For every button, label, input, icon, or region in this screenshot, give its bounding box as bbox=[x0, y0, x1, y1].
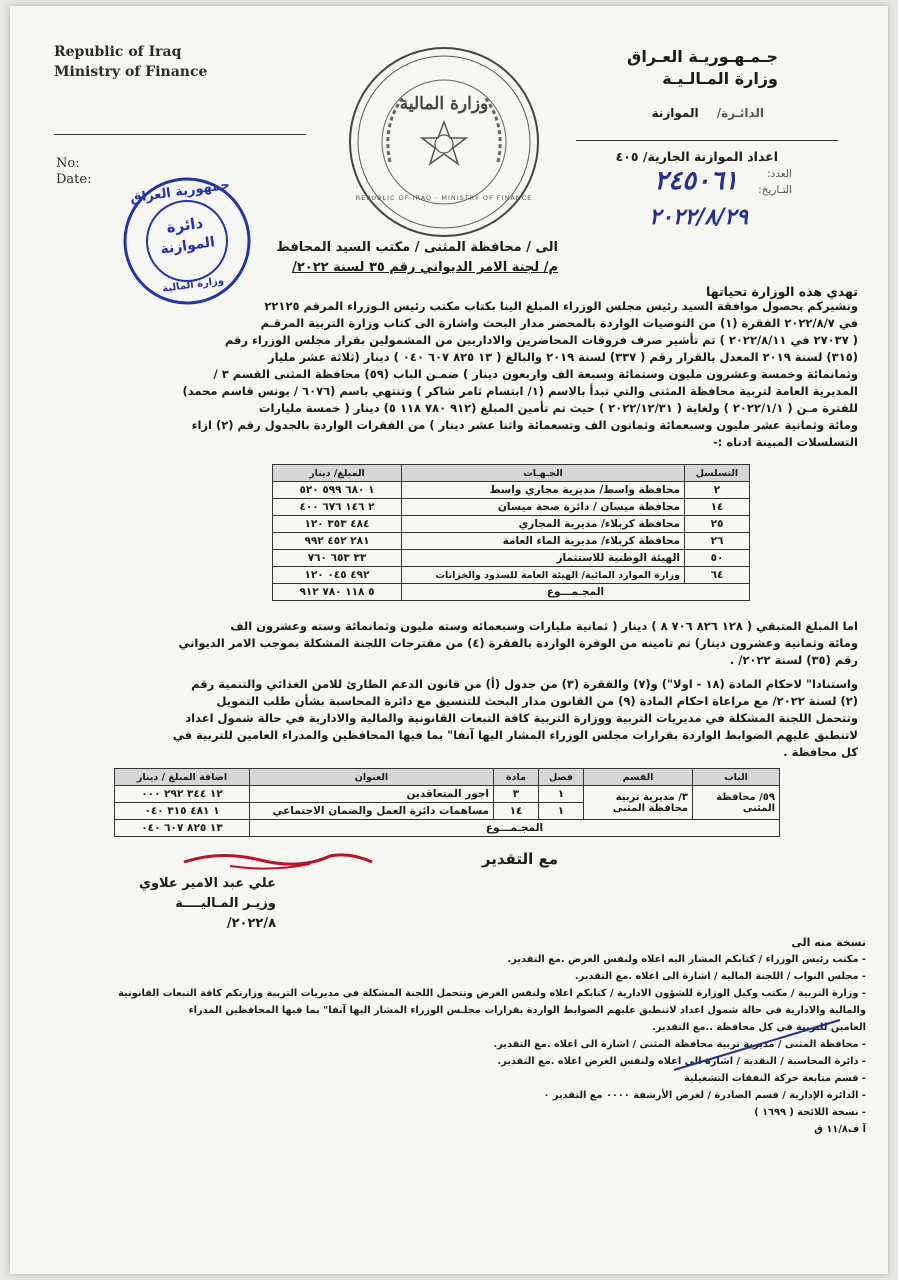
table-row bbox=[273, 499, 750, 516]
cell-entity: محافظة واسط/ مديرية مجاري واسط bbox=[402, 482, 685, 499]
col-header-add-amount: اضافة المبلغ / دينار bbox=[115, 769, 250, 786]
table-row bbox=[273, 516, 750, 533]
dept-label: الدائـرة/ bbox=[716, 106, 764, 120]
col-header-article: مادة bbox=[494, 769, 539, 786]
cell-seq: ٢ bbox=[685, 482, 750, 499]
cc-item: - مكتب رئيس الوزراء / كتابكم المشار اليه اعلاه ولنفس الغرض .مع التقدير. bbox=[507, 954, 866, 965]
cell-seq: ٦٤ bbox=[685, 567, 750, 584]
para2-line: ومائة وثمانية وعشرون دينار) تم تامينه من الوفرة الواردة بالفقرة (٤) من مقترحات اللجنة المشكلة بموجب الامر الديواني bbox=[178, 636, 858, 650]
cell-title: مساهمات دائرة العمل والضمان الاجتماعي bbox=[250, 803, 494, 820]
header-en-meta bbox=[56, 156, 91, 188]
cell-entity: وزارة الموارد المائية/ الهيئة العامة للسدود والخزانات bbox=[402, 567, 685, 584]
col-header-chapter: الباب bbox=[693, 769, 780, 786]
header-ar-block bbox=[578, 46, 778, 90]
seal-graphic bbox=[346, 44, 542, 240]
stamp-dept: دائرة bbox=[165, 213, 205, 237]
para3-line: (٢) لسنة ٢٠٢٢/ مع مراعاة احكام المادة (٩) من القانون مدار البحث للتنسيق مع دائرة المحاسبة بشأن طلب التمويل bbox=[216, 694, 858, 708]
addressee-block bbox=[238, 238, 558, 278]
header-ar-ministry: وزارة المـالـيـة bbox=[662, 69, 778, 88]
header-en-ministry: Ministry of Finance bbox=[54, 64, 208, 80]
cell-amount: ٤٨٤ ٣٥٣ ١٢٠ bbox=[273, 516, 402, 533]
cc-item: والمالية والادارية في حالة شمول اعداد لاتنطبق عليهم الضوابط الواردة بقرارات مجلـس الوزراء المشار اليها آنفا" بما فيها المحافظين المدراء bbox=[188, 1005, 866, 1016]
cell-amount: ١٢ ٣٤٤ ٢٩٢ ٠٠٠ bbox=[115, 786, 250, 803]
cc-item: - دائرة المحاسبة / النقدية / اشارة الى اعلاه ولنفس الغرض اعلاه .مع التقدير. bbox=[497, 1056, 866, 1067]
header-en-block bbox=[54, 42, 207, 82]
allocations-table bbox=[272, 464, 750, 601]
table-row bbox=[115, 786, 780, 803]
para1-line: التسلسلات المبينة ادناه :- bbox=[712, 435, 858, 449]
total-label: المجـمـــوع bbox=[250, 820, 780, 837]
cell-section: ٣/ مديرية تربية محافظة المثنى bbox=[584, 786, 693, 820]
para3-line: لاتنطبق عليهم الضوابط الواردة بقرارات مجلس الوزراء المشار اليها آنفا" بما فيها المحافظين والمدراء العامين للتربية في bbox=[172, 728, 858, 742]
number-handwritten: ٢٤٥٠٦١ bbox=[654, 166, 738, 196]
signatory-title: وزيـر المـاليــــة bbox=[175, 896, 276, 911]
cell-amount: ١ ٤٨١ ٣١٥ ٠٤٠ bbox=[115, 803, 250, 820]
date-handwritten: ٢٠٢٢/٨/٢٩ bbox=[649, 204, 748, 230]
stamp-country: جمهورية العراق bbox=[129, 177, 231, 207]
col-header-title: العنوان bbox=[250, 769, 494, 786]
seal-text: وزارة المالية bbox=[399, 94, 489, 114]
signatory-block bbox=[106, 874, 276, 934]
stamp-ministry: وزارة المالية bbox=[161, 275, 225, 295]
cell-amount: ١ ٦٨٠ ٥٩٩ ٥٢٠ bbox=[273, 482, 402, 499]
para3-line: كل محافظة . bbox=[783, 745, 858, 759]
cell-seq: ٢٦ bbox=[685, 533, 750, 550]
header-en-country: Republic of Iraq bbox=[54, 44, 182, 60]
para3-line: واستنادا" لاحكام المادة (١٨ - اولا") و(٧) والفقرة (٣) من جدول (أ) من قانون الدعم الطارئ للامن الغذائي والتنمية رقم bbox=[191, 677, 858, 691]
prep-line: اعداد الموازنة الجارية/ ٤٠٥ bbox=[615, 149, 778, 164]
total-amount: ٥ ١١٨ ٧٨٠ ٩١٢ bbox=[273, 584, 402, 601]
cc-item: - نسخة اللائحة ( ١٦٩٩ ) bbox=[754, 1107, 866, 1118]
cc-item: العامين للتربية في كل محافظة ..مع التقدير. bbox=[652, 1022, 866, 1033]
para1-line: (٣١٥) لسنة ٢٠١٩ المعدل بالقرار رقم ( ٣٣٧) لسنة ٢٠١٩ والبالغ ( ١٣ ٨٢٥ ٦٠٧ ٠٤٠ ) دينار (ثلاثة عشر مليار bbox=[268, 350, 858, 364]
table-header-row bbox=[115, 769, 780, 786]
col-header-section: القسم bbox=[584, 769, 693, 786]
total-amount: ١٣ ٨٢٥ ٦٠٧ ٠٤٠ bbox=[115, 820, 250, 837]
number-label: العدد: bbox=[767, 168, 792, 180]
col-header-seq: التسلسل bbox=[685, 465, 750, 482]
header-en-rule bbox=[54, 134, 306, 135]
document-page bbox=[10, 6, 888, 1274]
signatory-date: ٢٠٢٢/٨/ bbox=[226, 916, 276, 931]
cell-chapter: ٥٩/ محافظة المثنى bbox=[693, 786, 780, 820]
para2-line: رقم (٣٥) لسنة ٢٠٢٢/ . bbox=[729, 653, 858, 667]
table-total-row bbox=[273, 584, 750, 601]
cc-item: - الدائرة الإدارية / قسم الصادرة / لغرض الأرشفة ٠٠٠٠ مع التقدير ٠ bbox=[543, 1090, 866, 1101]
addressee-subject: م/ لجنة الامر الديواني رقم ٣٥ لسنة ٢٠٢٢/ bbox=[292, 260, 558, 275]
no-label: No: bbox=[56, 156, 80, 171]
table-header-row bbox=[273, 465, 750, 482]
cell-entity: محافظة ميسان / دائرة صحة ميسان bbox=[402, 499, 685, 516]
cell-amount: ٢ ١٤٦ ٦٧٦ ٤٠٠ bbox=[273, 499, 402, 516]
handwritten-strikethrough bbox=[670, 1016, 850, 1076]
date-label-en: Date: bbox=[56, 172, 92, 187]
header-ar-dept bbox=[564, 106, 764, 120]
cell-entity: محافظة كربلاء/ مديرية الماء العامة bbox=[402, 533, 685, 550]
cc-item: - مجلس النواب / اللجنة المالية / اشارة الى اعلاه .مع التقدير. bbox=[574, 971, 866, 982]
greeting: تهدي هذه الوزارة تحياتها bbox=[706, 284, 858, 299]
cell-class: ١ bbox=[539, 803, 584, 820]
cell-article: ٣ bbox=[494, 786, 539, 803]
date-label-ar: التـاريخ: bbox=[758, 184, 792, 196]
total-label: المجـمـــوع bbox=[402, 584, 750, 601]
para1-line: ( ٢٧٠٣٧ في ٢٠٢٢/٨/١١ ) تم تأشير صرف فروقات المحاضرين والاداريين من المشمولين بقرار مجلس الوزراء رقم bbox=[224, 333, 858, 347]
cell-amount: ٣٣ ٦٥٣ ٧٦٠ bbox=[273, 550, 402, 567]
stamp-budget: الموازنة bbox=[159, 234, 216, 258]
cell-class: ١ bbox=[539, 786, 584, 803]
para1-line: المديرية العامة لتربية محافظة المثنى والتي تبدأ بالاسم (١/ ابتسام ثامر شاكر ) وتنتهي باسم (٦٠٧٦ / يونس قاسم محمد) bbox=[182, 384, 858, 398]
cell-seq: ٢٥ bbox=[685, 516, 750, 533]
cc-item: - وزارة التربية / مكتب وكيل الوزارة للشؤون الادارية / كتابكم اعلاه ولنفس الغرض وتتحمل اللجنة المشكلة في مديريات التربية وزارتكم كافة التبعات القانونية bbox=[118, 988, 866, 999]
para1-line: في ٢٠٢٢/٨/٧ الفقرة (١) من التوصيات الواردة بالمحضر مدار البحث واشارة الى كتاب وزارة التربية المرقـم bbox=[260, 316, 858, 330]
cell-seq: ٥٠ bbox=[685, 550, 750, 567]
col-header-amount: المبلغ/ دينار bbox=[273, 465, 402, 482]
para1-line: ومائة وثمانية عشر مليون وسبعمائة وثمانون الف وتسعمائة واثنا عشر دينار ) من الفقرات الواردة بالجدول رقم (٢) ازاء bbox=[191, 418, 858, 432]
seal-ring-text: REPUBLIC OF IRAQ · MINISTRY OF FINANCE bbox=[355, 194, 533, 202]
cell-entity: محافظة كربلاء/ مديرية المجاري bbox=[402, 516, 685, 533]
para1-line: ونشيركم بحصول موافقة السيد رئيس مجلس الوزراء المبلغ الينا بكتاب مكتب رئيس الـوزراء المرقم ٢٢١٢٥ bbox=[264, 299, 858, 313]
para1-line: وثمانمائة وخمسة وعشرون مليون وستمائة وسبعة الف واربعون دينار ) ضمـن الباب (٥٩) محافظة المثنى القسم ٣ / bbox=[213, 367, 858, 381]
cc-item: آ ف١١/٨ ق bbox=[814, 1124, 866, 1135]
para3-line: وتتحمل اللجنة المشكلة في مديريات التربية ووزارة التربية كافة التبعات القانونية والمالية والادارية في حالة شمول اعداد bbox=[185, 711, 858, 725]
para2-line: اما المبلغ المتبقي ( ١٢٨ ٨٢٦ ٧٠٦ ٨ ) دينار ( ثمانية مليارات وسبعمائه وسته مليون وثمانمائة وسته وعشرون الف bbox=[230, 619, 858, 633]
cc-item: - محافظة المثنى / مديرية تربية محافظة المثنى / اشارة الى اعلاه .مع التقدير. bbox=[493, 1039, 866, 1050]
budget-lines-table bbox=[114, 768, 780, 837]
cell-amount: ٤٩٢ ٠٤٥ ١٢٠ bbox=[273, 567, 402, 584]
cell-amount: ٢٨١ ٤٥٢ ٩٩٢ bbox=[273, 533, 402, 550]
dept-value: الموازنة bbox=[651, 106, 699, 120]
signature-scribble bbox=[180, 842, 380, 878]
col-header-class: فصل bbox=[539, 769, 584, 786]
cell-title: اجور المتعاقدين bbox=[250, 786, 494, 803]
header-ar-rule bbox=[576, 140, 838, 141]
closing: مع التقدير bbox=[481, 850, 558, 868]
header-ar-country: جـمـهـوريـة العـراق bbox=[627, 47, 778, 66]
table-row bbox=[273, 567, 750, 584]
cell-seq: ١٤ bbox=[685, 499, 750, 516]
signatory-name: علي عبد الامير علاوي bbox=[139, 876, 276, 891]
ministry-seal bbox=[346, 44, 542, 240]
addressee-to: الى / محافظة المثنى / مكتب السيد المحافظ bbox=[276, 240, 558, 255]
cc-item: - قسم متابعة حركة النفقات التشغيلية bbox=[683, 1073, 866, 1084]
cell-article: ١٤ bbox=[494, 803, 539, 820]
col-header-entity: الجـهـات bbox=[402, 465, 685, 482]
cc-title: نسخة منه الى bbox=[791, 936, 866, 949]
table-row bbox=[273, 550, 750, 567]
table-row bbox=[273, 482, 750, 499]
para1-line: للفترة مـن ( ٢٠٢٢/١/١ ) ولغاية ( ٢٠٢٢/١٢/٣١ ) حيث تم تأمين المبلغ (٩١٢ ٧٨٠ ١١٨ ٥) دينار ( خمسة مليارات bbox=[258, 401, 858, 415]
table-total-row bbox=[115, 820, 780, 837]
cell-entity: الهيئة الوطنية للاستثمار bbox=[402, 550, 685, 567]
table-row bbox=[273, 533, 750, 550]
